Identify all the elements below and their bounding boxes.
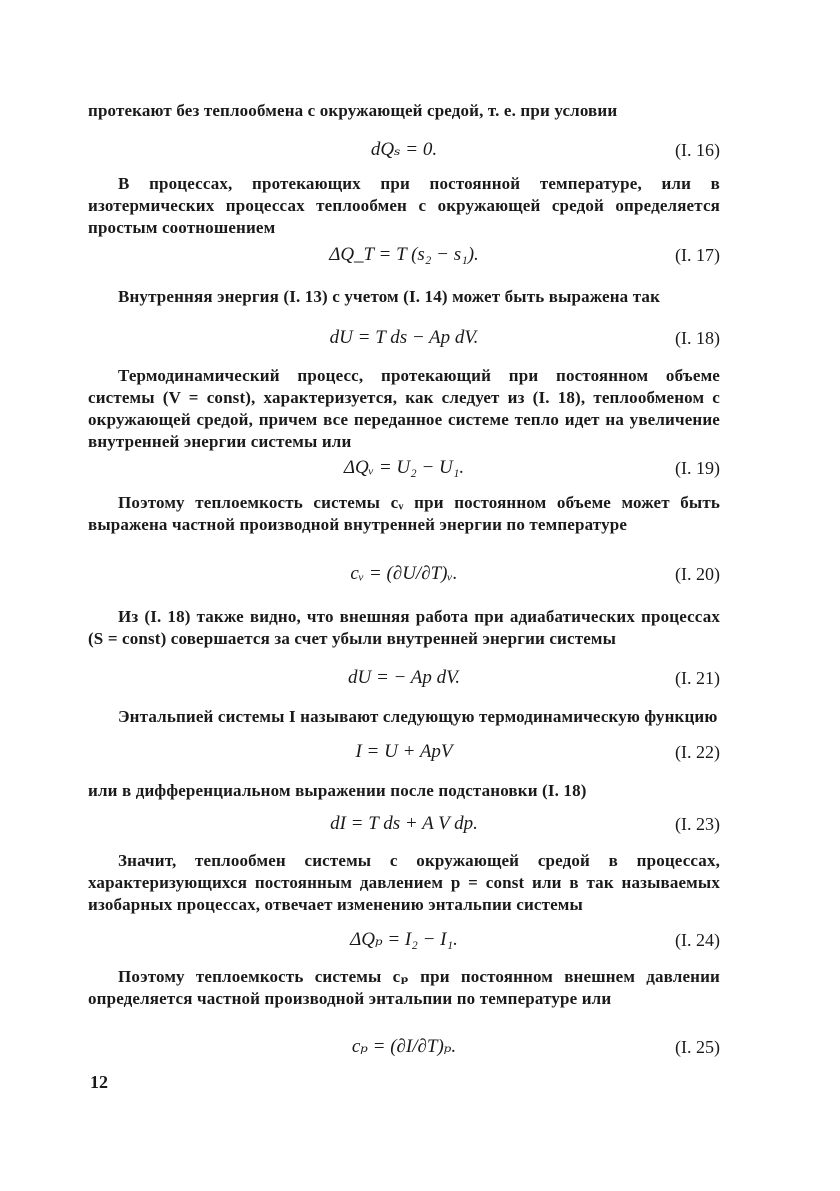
equation-number: (I. 17): [675, 245, 720, 265]
equation-number: (I. 24): [675, 930, 720, 950]
paragraph-4: Термодинамический процесс, протекающий при постоянном объеме системы (V = const), характеризуется, как следует из (I. 18), теплообменом с окружающей средой, причем все переданное системе тепло идет на увеличение внутренней энергии системы или: [88, 366, 720, 451]
equation-number: (I. 19): [675, 458, 720, 478]
paragraph-10: Поэтому теплоемкость системы cₚ при постоянном внешнем давлении определяется частной производной энтальпии по температуре или: [88, 967, 720, 1008]
paragraph-6: Из (I. 18) также видно, что внешняя работа при адиабатических процессах (S = const) совершается за счет убыли внутренней энергии системы: [88, 607, 720, 648]
equation-i18: [88, 324, 720, 352]
equation-number: (I. 20): [675, 564, 720, 584]
equation-i22: [88, 738, 720, 766]
equation-i21: [88, 664, 720, 692]
equation-number: (I. 21): [675, 668, 720, 688]
equation-number: (I. 18): [675, 328, 720, 348]
paragraph-1: протекают без теплообмена с окружающей средой, т. е. при условии: [88, 101, 618, 120]
equation-i23: [88, 810, 720, 838]
equation-formula: cₚ = (∂I/∂T)ₚ.: [351, 1036, 457, 1057]
paragraph-3: Внутренняя энергия (I. 13) с учетом (I. 14) может быть выражена так: [118, 287, 661, 306]
paragraph-9: Значит, теплообмен системы с окружающей средой в процессах, характеризующихся постоянным давлением p = const или в так называемых изобарных процессах, отвечает изменению энтальпии системы: [88, 851, 720, 914]
equation-i24: [88, 926, 720, 954]
paragraph-5: Поэтому теплоемкость системы cᵥ при постоянном объеме может быть выражена частной производной внутренней энергии по температуре: [88, 493, 720, 534]
equation-number: (I. 22): [675, 742, 720, 762]
equation-i17: [88, 241, 720, 269]
equation-i20: [88, 552, 720, 596]
equation-number: (I. 25): [675, 1037, 720, 1057]
equation-formula: ΔQ_T = T (s₂ − s₁).: [329, 244, 479, 265]
equation-formula: dQₛ = 0.: [370, 139, 438, 160]
equation-number: (I. 23): [675, 814, 720, 834]
paragraph-2: В процессах, протекающих при постоянной температуре, или в изотермических процессах теплообмен с окружающей средой определяется простым соотношением: [88, 174, 720, 237]
paragraph-7: Энтальпией системы I называют следующую термодинамическую функцию: [118, 707, 718, 726]
equation-formula: dU = − Ap dV.: [347, 667, 461, 688]
equation-i25: [88, 1025, 720, 1069]
equation-formula: dI = T ds + A V dp.: [330, 813, 478, 834]
equation-number: (I. 16): [675, 140, 720, 160]
equation-formula: ΔQₚ = I₂ − I₁.: [350, 929, 458, 950]
equation-formula: ΔQᵥ = U₂ − U₁.: [343, 457, 465, 478]
equation-i19: [88, 454, 720, 482]
equation-i16: [88, 136, 720, 164]
equation-formula: cᵥ = (∂U/∂T)ᵥ.: [350, 563, 458, 584]
page-number: 12: [90, 1072, 108, 1092]
equation-formula: dU = T ds − Ap dV.: [329, 327, 479, 348]
equation-formula: I = U + ApV: [355, 741, 453, 762]
paragraph-8: или в дифференциальном выражении после подстановки (I. 18): [88, 781, 587, 800]
